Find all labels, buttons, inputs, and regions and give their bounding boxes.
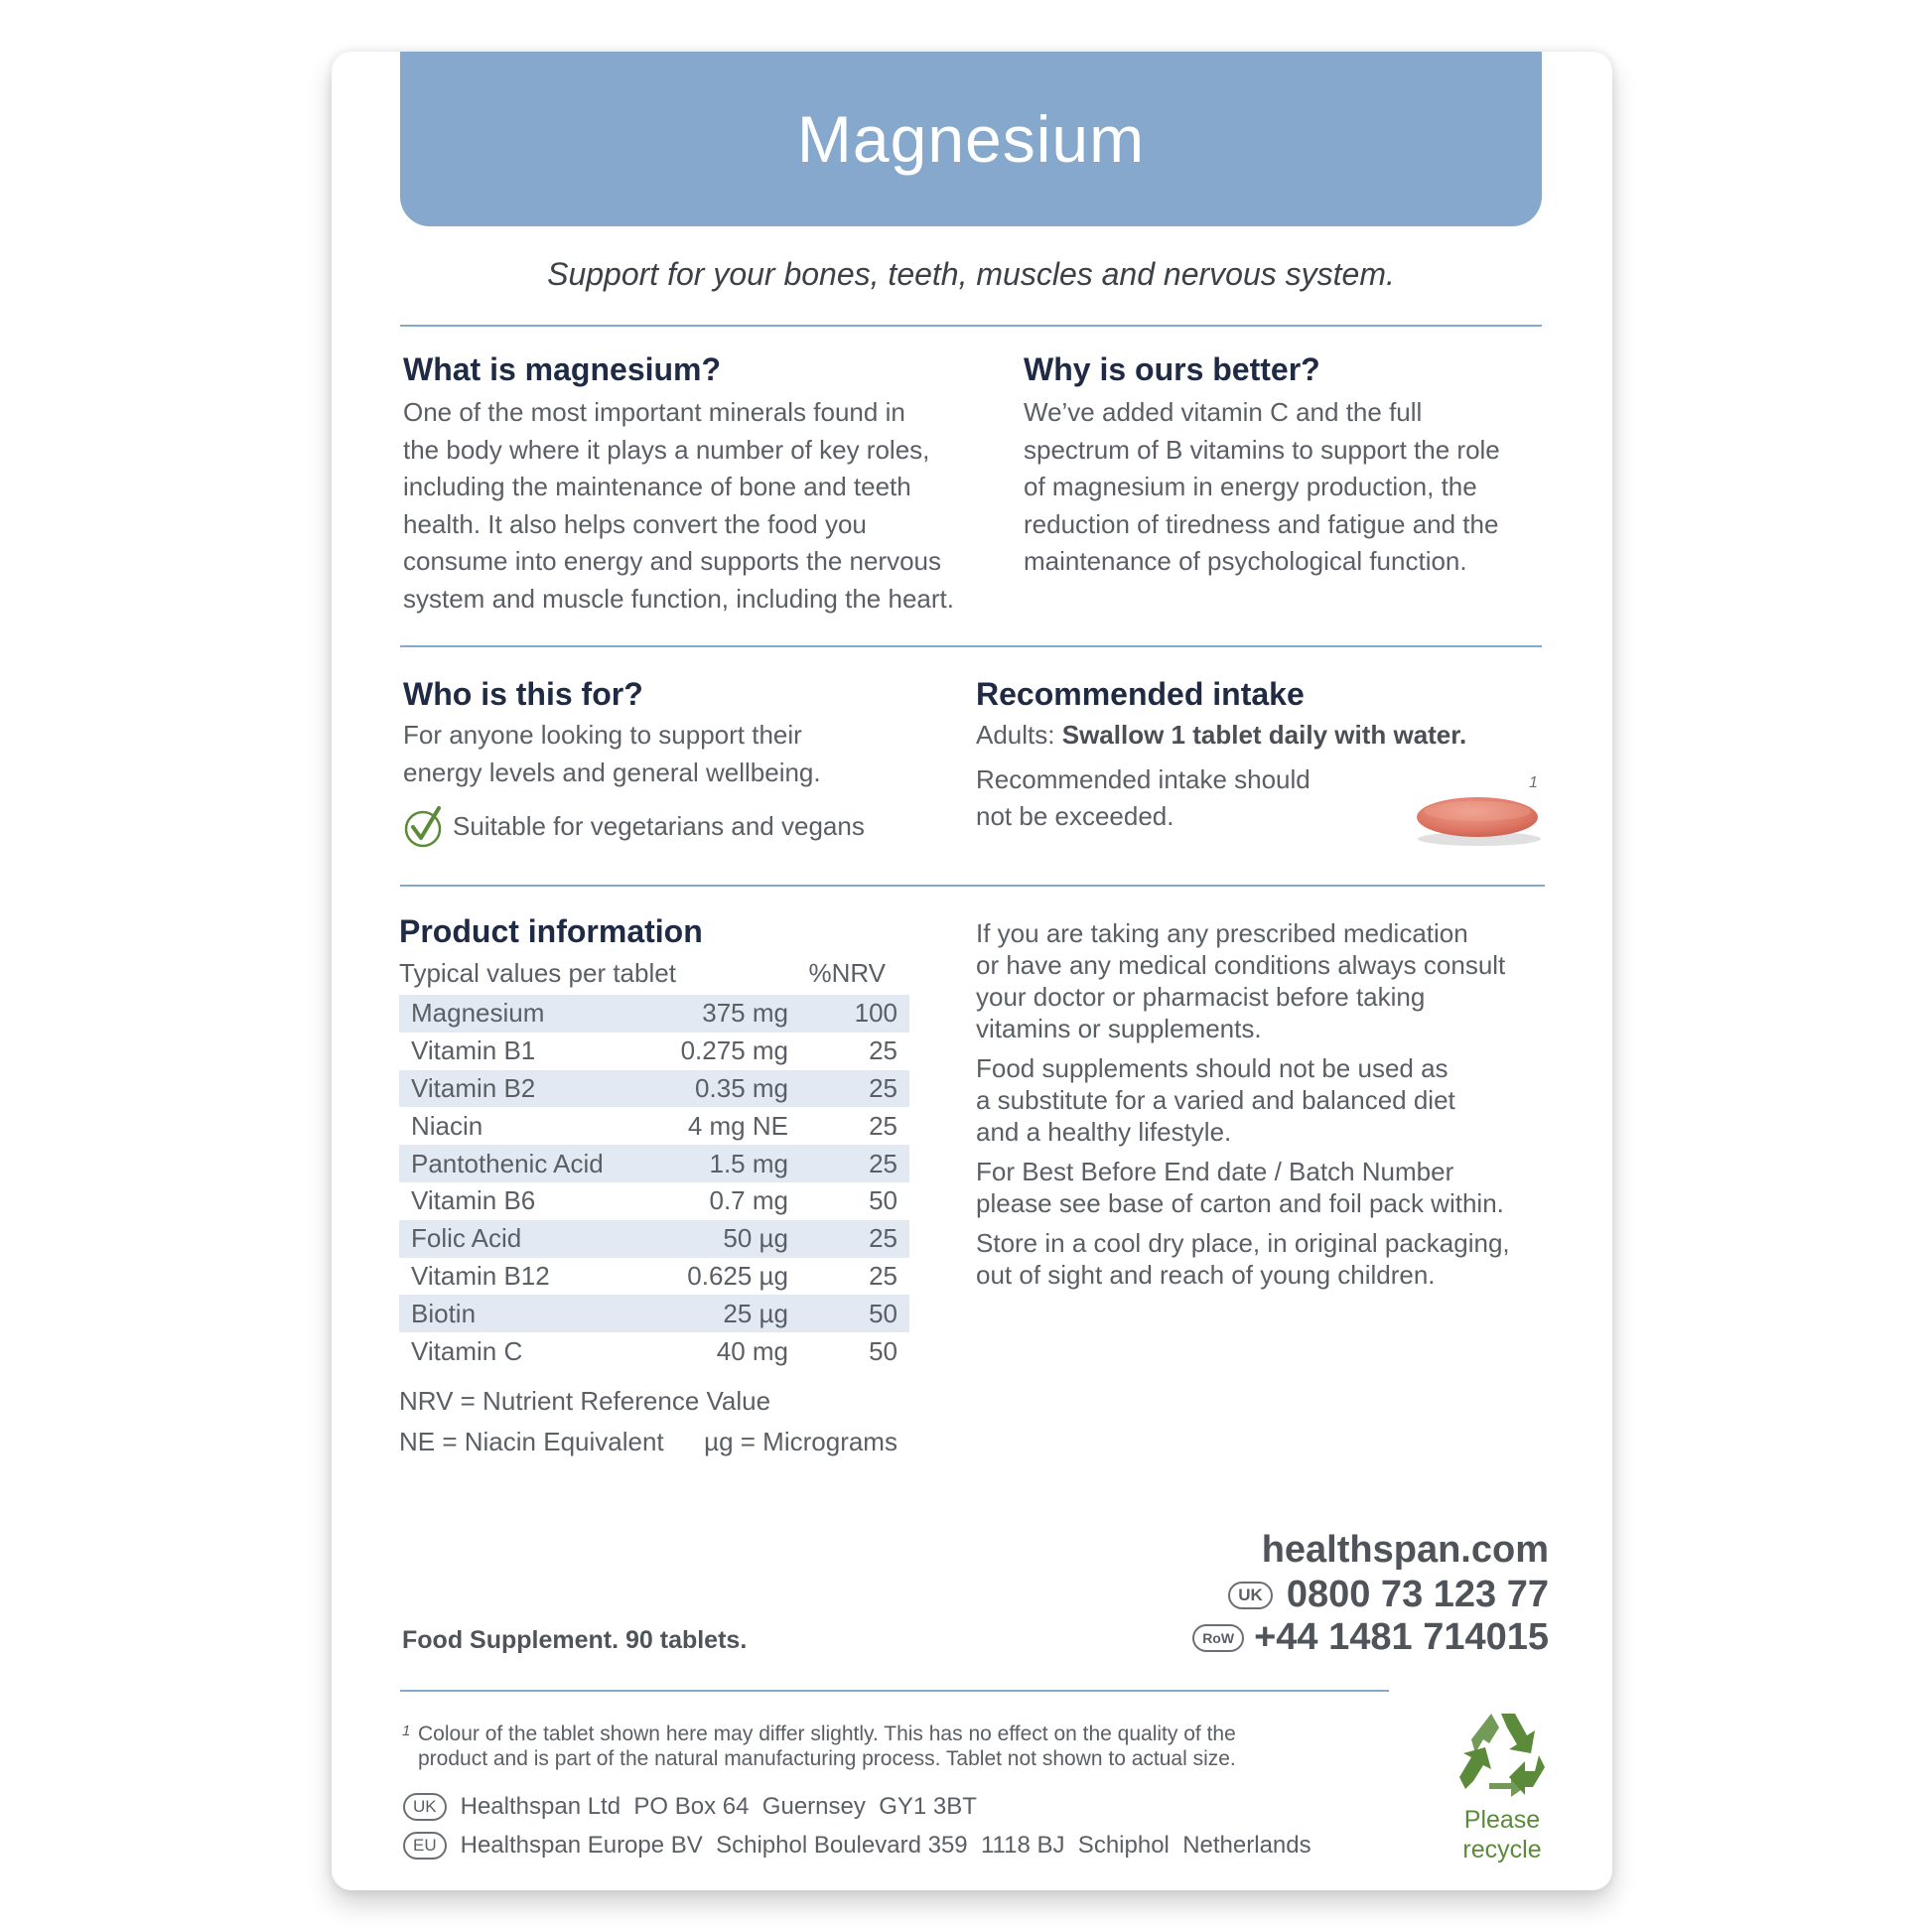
- nutrition-table: [399, 995, 909, 1370]
- check-circle-icon: [403, 805, 445, 849]
- suitable-label: Suitable for vegetarians and vegans: [453, 811, 865, 842]
- product-info-header-row: [399, 958, 886, 989]
- why-line: We’ve added vitamin C and the full: [1024, 397, 1423, 427]
- why-line: reduction of tiredness and fatigue and the: [1024, 508, 1499, 539]
- what-line: system and muscle function, including the heart.: [403, 583, 954, 614]
- address-uk-badge: UK: [403, 1793, 447, 1821]
- suitable-row: [403, 805, 959, 849]
- row-nrv: 25: [869, 1260, 897, 1291]
- row-amount: 0.275 mg: [680, 1035, 788, 1066]
- what-line: including the maintenance of bone and teeth: [403, 472, 911, 502]
- address-eu-row: [403, 1832, 1311, 1860]
- legend-row: [399, 1427, 915, 1457]
- col-label: Typical values per tablet: [399, 958, 676, 988]
- table-row: [399, 995, 909, 1033]
- divider-1: [400, 325, 1542, 327]
- advice-paragraph: For Best Before End date / Batch Number please see base of carton and foil pack within.: [976, 1157, 1504, 1218]
- what-line: the body where it plays a number of key roles,: [403, 434, 930, 465]
- table-row: [399, 1145, 909, 1182]
- row-nrv: 25: [869, 1035, 897, 1066]
- row-amount: 1.5 mg: [659, 1145, 788, 1182]
- divider-3: [400, 885, 1545, 887]
- who-line: For anyone looking to support their: [403, 720, 802, 750]
- title-banner: [400, 52, 1542, 226]
- row-nrv: 25: [869, 1110, 897, 1141]
- why-line: spectrum of B vitamins to support the role: [1024, 434, 1500, 465]
- table-row: [399, 1070, 909, 1108]
- food-supplement-label: Food Supplement. 90 tablets.: [402, 1626, 748, 1654]
- why-section: [1024, 351, 1550, 581]
- row-amount: 0.625 µg: [687, 1260, 788, 1291]
- row-name: Niacin: [411, 1110, 483, 1141]
- divider-4: [400, 1690, 1389, 1692]
- what-heading: What is magnesium?: [403, 351, 722, 387]
- product-info-heading: Product information: [399, 913, 703, 949]
- row-badge: RoW: [1192, 1624, 1244, 1652]
- row-nrv: 25: [788, 1145, 909, 1182]
- why-body: [1024, 394, 1550, 581]
- row-name: Vitamin C: [411, 1335, 523, 1366]
- what-line: health. It also helps convert the food you: [403, 508, 867, 539]
- who-body: [403, 717, 959, 791]
- row-phone: +44 1481 714015: [1254, 1616, 1549, 1658]
- what-line: One of the most important minerals found in: [403, 397, 905, 427]
- product-info-section: [399, 913, 915, 1457]
- table-row: [399, 1332, 909, 1370]
- tablet-footnote: [402, 1722, 1395, 1771]
- why-line: of magnesium in energy production, the: [1024, 472, 1477, 502]
- row-name: Vitamin B1: [411, 1035, 536, 1066]
- address-uk-row: [403, 1793, 977, 1821]
- row-amount: 40 mg: [716, 1335, 788, 1366]
- footnote-line: product and is part of the natural manufacturing process. Tablet not shown to actual size.: [418, 1747, 1236, 1770]
- warning-line: not be exceeded.: [976, 801, 1174, 832]
- row-name: Vitamin B2: [399, 1070, 659, 1108]
- uk-phone: 0800 73 123 77: [1286, 1574, 1549, 1615]
- row-nrv: 50: [788, 1295, 909, 1332]
- adults-instruction: Swallow 1 tablet daily with water.: [1061, 720, 1467, 750]
- intake-adults: [976, 717, 1552, 755]
- row-name: Vitamin B12: [411, 1260, 550, 1291]
- table-row: [399, 1258, 909, 1296]
- website: healthspan.com: [1261, 1529, 1549, 1571]
- row-nrv: 25: [788, 1220, 909, 1258]
- row-name: Folic Acid: [399, 1220, 659, 1258]
- who-section: [403, 676, 959, 849]
- footnote-line: Colour of the tablet shown here may differ slightly. This has no effect on the quality of the: [418, 1723, 1236, 1745]
- row-nrv: 25: [788, 1070, 909, 1108]
- advice-paragraph: Store in a cool dry place, in original packaging, out of sight and reach of young children.: [976, 1228, 1510, 1290]
- table-row: [399, 1295, 909, 1332]
- table-row: [399, 1182, 909, 1220]
- row-amount: 4 mg NE: [687, 1110, 788, 1141]
- who-heading: Who is this for?: [403, 676, 643, 712]
- tagline: Support for your bones, teeth, muscles and nervous system.: [547, 256, 1395, 292]
- row-name: Vitamin B6: [411, 1185, 536, 1216]
- advice-section: [976, 917, 1552, 1299]
- table-row: [399, 1033, 909, 1070]
- address-uk: Healthspan Ltd PO Box 64 Guernsey GY1 3BT: [460, 1793, 977, 1820]
- table-row: [399, 1220, 909, 1258]
- what-body: [403, 394, 999, 619]
- who-line: energy levels and general wellbeing.: [403, 757, 821, 787]
- intake-heading: Recommended intake: [976, 676, 1305, 712]
- why-line: maintenance of psychological function.: [1024, 546, 1467, 577]
- divider-2: [400, 645, 1542, 647]
- table-row: [399, 1107, 909, 1145]
- uk-phone-row: [1172, 1574, 1549, 1616]
- recycle-line: Please: [1463, 1806, 1541, 1834]
- legend-nrv: NRV = Nutrient Reference Value: [399, 1385, 771, 1416]
- tablet-icon: [1408, 789, 1547, 851]
- what-line: consume into energy and supports the nervous: [403, 546, 942, 577]
- row-amount: 50 µg: [659, 1220, 788, 1258]
- row-name: Magnesium: [399, 995, 659, 1033]
- row-amount: 375 mg: [659, 995, 788, 1033]
- advice-paragraph: If you are taking any prescribed medication or have any medical conditions always consult your doctor or pharmacist before taking vitamins or supplements.: [976, 918, 1506, 1043]
- row-amount: 0.35 mg: [659, 1070, 788, 1108]
- row-nrv: 50: [869, 1335, 897, 1366]
- what-section: [403, 351, 999, 619]
- advice-paragraph: Food supplements should not be used as a substitute for a varied and balanced diet and a healthy lifestyle.: [976, 1053, 1455, 1147]
- address-eu-badge: EU: [403, 1832, 447, 1860]
- row-name: Biotin: [399, 1295, 659, 1332]
- footnote-marker: 1: [402, 1723, 411, 1739]
- row-nrv: 50: [869, 1185, 897, 1216]
- row-nrv: 100: [788, 995, 909, 1033]
- row-phone-row: [1172, 1616, 1549, 1659]
- row-name: Pantothenic Acid: [399, 1145, 659, 1182]
- col-nrv: %NRV: [808, 958, 886, 988]
- product-title: Magnesium: [796, 102, 1146, 176]
- address-eu: Healthspan Europe BV Schiphol Boulevard 359 1118 BJ Schiphol Netherlands: [460, 1832, 1311, 1859]
- legend-ug: µg = Micrograms: [704, 1426, 897, 1456]
- tablet-footnote-marker: 1: [1529, 774, 1538, 791]
- adults-label: Adults:: [976, 720, 1055, 750]
- warning-line: Recommended intake should: [976, 763, 1311, 794]
- legend-ne: NE = Niacin Equivalent: [399, 1426, 664, 1456]
- uk-badge: UK: [1228, 1582, 1273, 1609]
- recycle-line: recycle: [1462, 1836, 1542, 1863]
- why-heading: Why is ours better?: [1024, 351, 1320, 387]
- row-amount: 0.7 mg: [709, 1185, 788, 1216]
- recycle-label: [1430, 1805, 1575, 1864]
- recycle-icon: [1455, 1710, 1547, 1797]
- row-amount: 25 µg: [659, 1295, 788, 1332]
